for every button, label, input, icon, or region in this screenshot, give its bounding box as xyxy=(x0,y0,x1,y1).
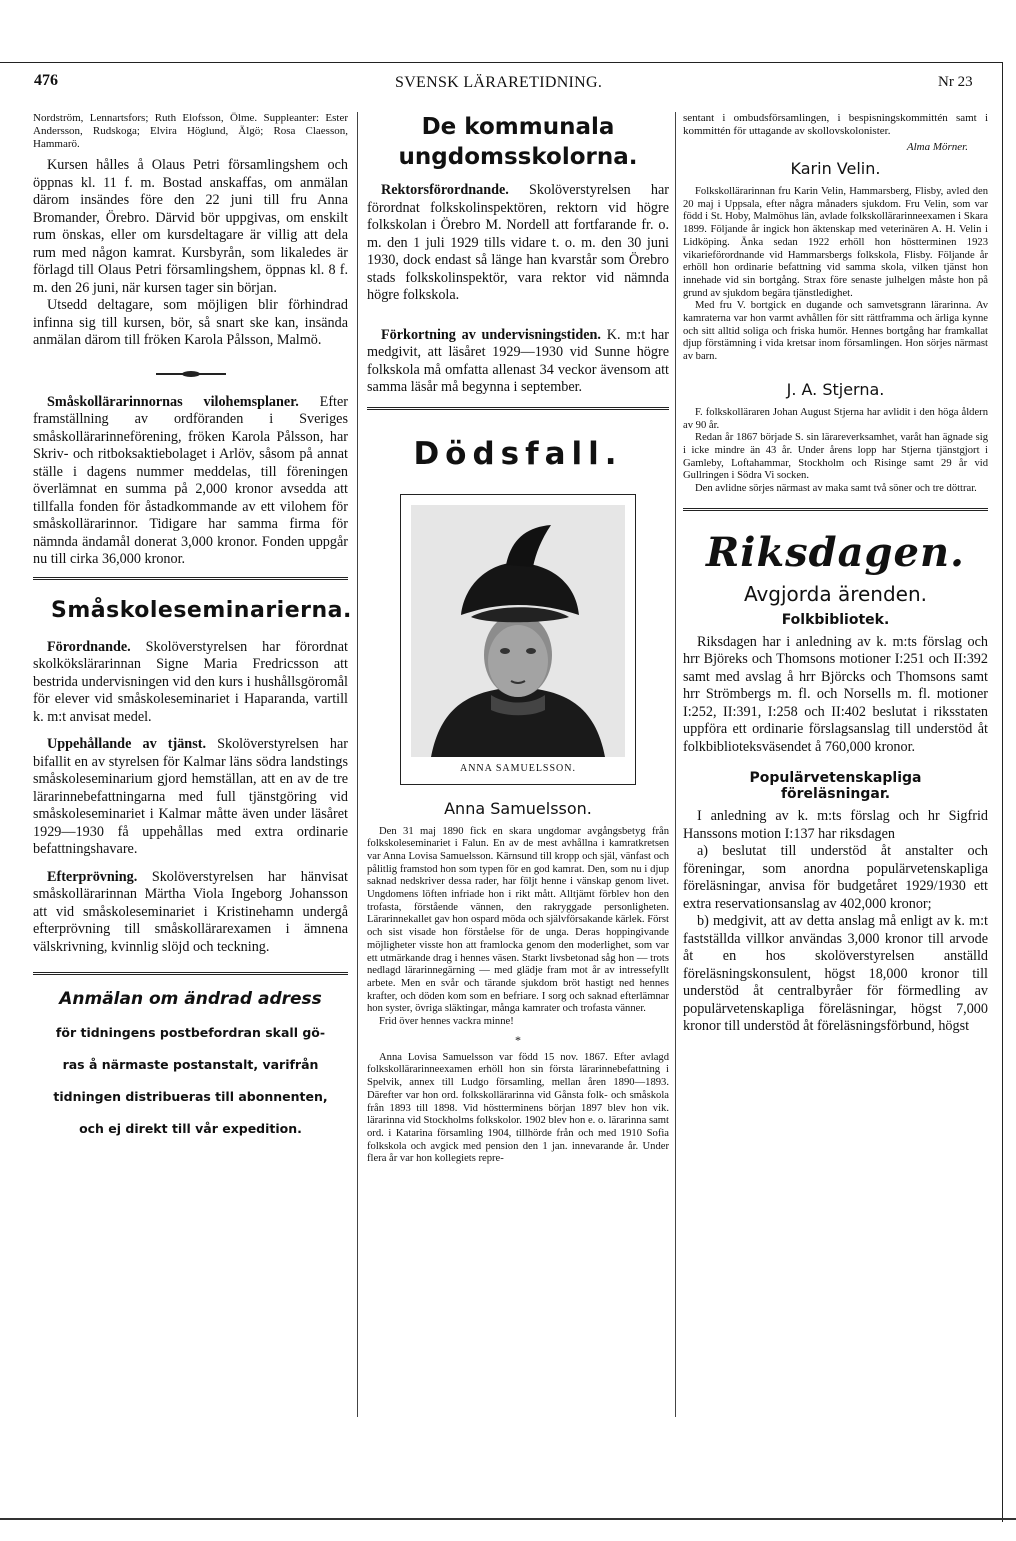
bottom-rule xyxy=(0,1518,1016,1520)
heading-karin-velin: Karin Velin. xyxy=(790,159,881,178)
address-change-notice xyxy=(33,989,348,1136)
issue-number: Nr 23 xyxy=(938,74,973,90)
column-right xyxy=(683,112,988,1036)
column-divider xyxy=(675,112,676,1417)
double-rule xyxy=(683,508,988,511)
article-efterprovning xyxy=(33,869,348,957)
right-edge-rule xyxy=(1002,62,1003,1522)
notice-line: ras å närmaste postanstalt, varifrån xyxy=(62,1057,319,1072)
text-uppehallande: Skolöverstyrelsen har bifallit en av styrelsen för Kalmar läns södra landstings småskoleseminarium gjord hemställan, att en av de tre lärarinnebefattningarna med full tjänstgöring vid småskoleseminariet i Kalmar måtte även under läsåret 1929—1930 få uppehållas med extra ordinarie befattningshavare. xyxy=(33,736,348,857)
article-rektor xyxy=(367,182,669,305)
heading-avgjorda: Avgjorda ärenden. xyxy=(743,581,928,606)
paragraph-kursen: Kursen hålles å Olaus Petri församlingshem och öppnas kl. 11 f. m. Bostad anskaffas, om anmälan därom insändes före den 22 juni till fru Anna Bromander, Örebro. Därvid bör uppgivas, om enskilt rum önskas, eller om kursdeltagare är villig att dela rum med någon kamrat. Kursbyrån, som likaledes är förlagd till Olaus Petri församlingshem, öppnas kl. 8 f. m. den 26 juni, när kursen tager sin början. xyxy=(33,157,348,296)
article-forordnande xyxy=(33,639,348,727)
column-left xyxy=(33,112,352,1153)
text-pop-2: a) beslutat till understöd åt anstalter och föreningar, som anordna populärvetenskapliga föreläsningar, anvisa för budgetåret 1929/1930 ett extra reservationsanslag av 402,000 kronor; xyxy=(683,843,988,912)
text-forordnande: Skolöverstyrelsen har förordnat skolkökslärarinnan Signe Maria Fredricsson att bestrida undervisningen vid den kurs i hushållsgöromål för elever vid småskoleseminariet i Haparanda, vartill k. m:t anvisat medel. xyxy=(33,638,348,725)
heading-dodsfall: Dödsfall. xyxy=(413,435,623,472)
portrait-photo xyxy=(411,505,625,757)
lead-rektor: Rektorsförordnande. xyxy=(381,182,509,198)
notice-line: och ej direkt till vår expedition. xyxy=(79,1121,302,1136)
text-vilohem: Efter framställning av ordföranden i Sveriges småskollärarinneförening, fröken Karola Pålsson, har Skriv- och ritboksaktiebolaget i Arlöv, såsom på annat ställe i dagens nummer meddelas, till föreningen överlämnat en summa på 2,000 kronor avsedda att tillfalla fonden för åstadkommande av ett vilohem för småskollärarinnor. Tidigare har samma firma för nämnda ändamål donerat 3,000 kronor. Fonden uppgår nu till cirka 36,000 kronor. xyxy=(33,393,349,567)
page-number: 476 xyxy=(34,72,58,89)
lead-forkortning: Förkortning av undervisningstiden. xyxy=(381,326,601,343)
paragraph-utsedd: Utsedd deltagare, som möjligen blir förhindrad infinna sig till kursen, bör, så snart ske kan, insända anmälan därom till fröken Karola Pålsson, Malmö. xyxy=(33,297,348,348)
asterisk-divider: * xyxy=(515,1032,521,1047)
text-pop-1: I anledning av k. m:ts förslag och hr Sigfrid Hanssons motion I:137 har riksdagen xyxy=(683,808,988,842)
heading-riksdagen: Riksdagen. xyxy=(706,528,965,576)
double-rule xyxy=(33,577,348,580)
lead-forordnande: Förordnande. xyxy=(47,638,131,655)
portrait-frame xyxy=(400,494,636,785)
double-rule xyxy=(33,972,348,975)
text-stjerna-2: Redan år 1867 började S. sin lärareverksamhet, varåt han ägnade sig i icke mindre än 43 år. Under årens lopp har Stjerna tjänstgjort i Gamleby, Loftahammar, Stockholm och Risinge samt 29 år vid Gullringen i Södra Vi socken. xyxy=(683,432,988,482)
top-rule xyxy=(0,62,1003,63)
article-forkortning xyxy=(367,327,669,397)
list-continuation: Nordström, Lennartsfors; Ruth Elofsson, Ölme. Suppleanter: Ester Andersson, Rudskoga; Elvira Höglund, Älgö; Rosa Claesson, Hammarö. xyxy=(33,112,348,150)
text-efterprovning: Skolöverstyrelsen har hänvisat småskollärarinnan Märtha Viola Ingeborg Johansson att vid småskoleseminariet i Kristinehamn undergå efterprövning till småskollärarexamen i ämnena välskrivning, kvinnlig slöjd och teckning. xyxy=(33,868,348,955)
ornament-divider xyxy=(33,362,348,380)
column-divider xyxy=(357,112,358,1417)
heading-stjerna: J. A. Stjerna. xyxy=(786,379,885,399)
section-heading-smaskoleseminarierna: Småskoleseminarierna. xyxy=(51,597,352,623)
notice-title: Anmälan om ändrad adress xyxy=(59,989,322,1009)
text-stjerna: F. folkskolläraren Johan August Stjerna har avlidit i den höga åldern av 90 år. xyxy=(683,406,988,431)
obituary-text: Den 31 maj 1890 fick en skara ungdomar avgångsbetyg från folkskoleseminariet i Falun. En av de mest avhållna i kamratkretsen var Anna Lovisa Samuelsson. Kärnsund till kropp och själ, vänfast och pålitlig framstod hon som typen för en god kamrat. Den, som nu i djup saknad nedskriver dessa rader, har följt henne i vänskap genom livet. Ungdomens löften infriade hon i rikt mått. Alltjämt förblev hon den trofasta, förstående vännen, den rakryggade personligheten. Lärarinnekallet gav hon ospard möda och självförsakande kärlek. Först och sist visade hon förståelse för de unga. Deras hoppingivande möjligheter visste hon att framlocka genom den moderlighet, som var ett utmärkande drag i hennes väsen. Starkt livsbetonad såg hon — trots nedlagd lärarinnegärning — med glädje fram mot år av intressefyllt arbete. Men en svår och tärande sjukdom bröt hastigt ned hennes krafter, och döden kom som en befriare. I sorg och saknad efterlämnar hon syster, övriga släktingar, många kamrater och trofasta vänner. xyxy=(367,825,669,1015)
article-uppehallande xyxy=(33,736,348,859)
obituary-closing: Frid över hennes vackra minne! xyxy=(379,1016,514,1028)
text-folkbibliotek: Riksdagen har i anledning av k. m:ts förslag och hrr Björeks och Thomsons motioner I:251 och II:392 samt med avslag å hrr Björcks och Thomsons samt hrr Strömbergs m. fl. och Norsells m. fl. motioner I:252, II:391, I:258 och II:402 beslutat i riksstaten uppföra ett ordinarie förslagsanslag till understöd åt folkbiblioteksväsendet å 760,000 kronor. xyxy=(683,633,988,755)
signature: Alma Mörner. xyxy=(906,141,968,153)
running-title: SVENSK LÄRARETIDNING. xyxy=(395,74,603,91)
heading-ungdomsskolorna: De kommunala ungdomsskolorna. xyxy=(398,114,638,170)
heading-popularvetenskapliga: Populärvetenskapliga föreläsningar. xyxy=(749,770,922,803)
obituary-heading: Anna Samuelsson. xyxy=(444,798,592,818)
lead-vilohem: Småskollärarinnornas vilohemsplaner. xyxy=(47,393,299,410)
lead-uppehallande: Uppehållande av tjänst. xyxy=(47,736,206,752)
double-rule xyxy=(367,407,669,410)
notice-line: tidningen distribueras till abonnenten, xyxy=(53,1089,328,1104)
text-stjerna-3: Den avlidne sörjes närmast av maka samt två söner och tre döttrar. xyxy=(695,483,977,495)
text-forkortning: K. m:t har medgivit, att läsåret 1929—1930 vid Sunne högre folkskola må omfatta allenast 34 veckor ävensom att samma läsår må begynna i september. xyxy=(367,326,670,395)
notice-line: för tidningens postbefordran skall gö- xyxy=(55,1025,326,1040)
portrait-caption: ANNA SAMUELSSON. xyxy=(459,762,576,774)
article-vilohem xyxy=(33,394,348,569)
lead-efterprovning: Efterprövning. xyxy=(47,868,138,885)
obituary-biography: Anna Lovisa Samuelsson var född 15 nov. 1867. Efter avlagd folkskollärarinneexamen erhöll hon sin första lärarinnebefattning i Spelvik, annex till Ludgo församling, mellan åren 1890—1893. Därefter var hon ord. folkskollärarinna vid Gånsta folk- och småskola från 1893 till 1898. Vid höstterminens början 1897 blev hon vik. lärarinna vid Stockholms folkskolor. 1902 blev hon e. o. lärarinna samt ord. i Katarina församling 1904, tillhörde från och med 1910 Sofia folkskola och avgick med pension den 1 jan. innevarande år. Under flera år var hon kollegiets repre- xyxy=(367,1051,669,1165)
obituary-continuation: sentant i ombudsförsamlingen, i bespisningskommittén samt i kommittén för uttagande av skollovskolonister. xyxy=(683,112,988,137)
text-velin-2: Med fru V. bortgick en dugande och samvetsgrann lärarinna. Av kamraterna var hon varmt avhållen för sitt rättframma och ärliga kynne och sitt alltid soliga och friska humör. Hennes bortgång har framkallat djup förstämning i vida kretsar inom församlingen. Hon sörjes närmast av barn. xyxy=(683,300,988,363)
text-pop-3: b) medgivit, att av detta anslag må enligt av k. m:t fastställda villkor användas 3,000 kronor till arvode åt en hos skolöverstyrelsen anställd föreläsningskonsulent, högst 18,000 kronor till understöd åt centralbyråer för förmedling av populärvetenskapliga föreläsningar, högst 7,000 kronor till understöd åt föreläsningsförbund, högst xyxy=(683,913,988,1035)
text-rektor: Skolöverstyrelsen har förordnat folkskolinspektören, rektorn vid högre folkskolan i Örebro M. Nordell att fortfarande fr. o. m. den 1 juli 1929 tills vidare t. o. m. den 30 juni 1930, dock endast så länge han kvarstår som Örebro stads folkskolinspektör, vara rektor vid nämnda högre folkskola. xyxy=(367,182,670,303)
heading-folkbibliotek: Folkbibliotek. xyxy=(781,611,890,628)
column-middle xyxy=(367,112,669,1166)
text-velin: Folkskollärarinnan fru Karin Velin, Hammarsberg, Flisby, avled den 20 maj i Uppsala, efter några månaders sjukdom. Fru Velin, som var född i St. Hoby, Malmöhus län, avlade folkskollärarinneexamen i Skara 1899. Följande år ingick hon äktenskap med veterinären A. H. Velin i Lidköping. Änka sedan 1922 erhöll hon höstterminen 1923 vikarieförordnande vid Hammarsbergs folkskola, Flisby. Följande år erhöll hon ordinarie befattning vid samma skola, vilken tjänst hon innehade vid sin bortgång. Strax före senaste julhelgen måste hon på grund av sjukdom begära tjänstledighet. xyxy=(683,186,988,299)
